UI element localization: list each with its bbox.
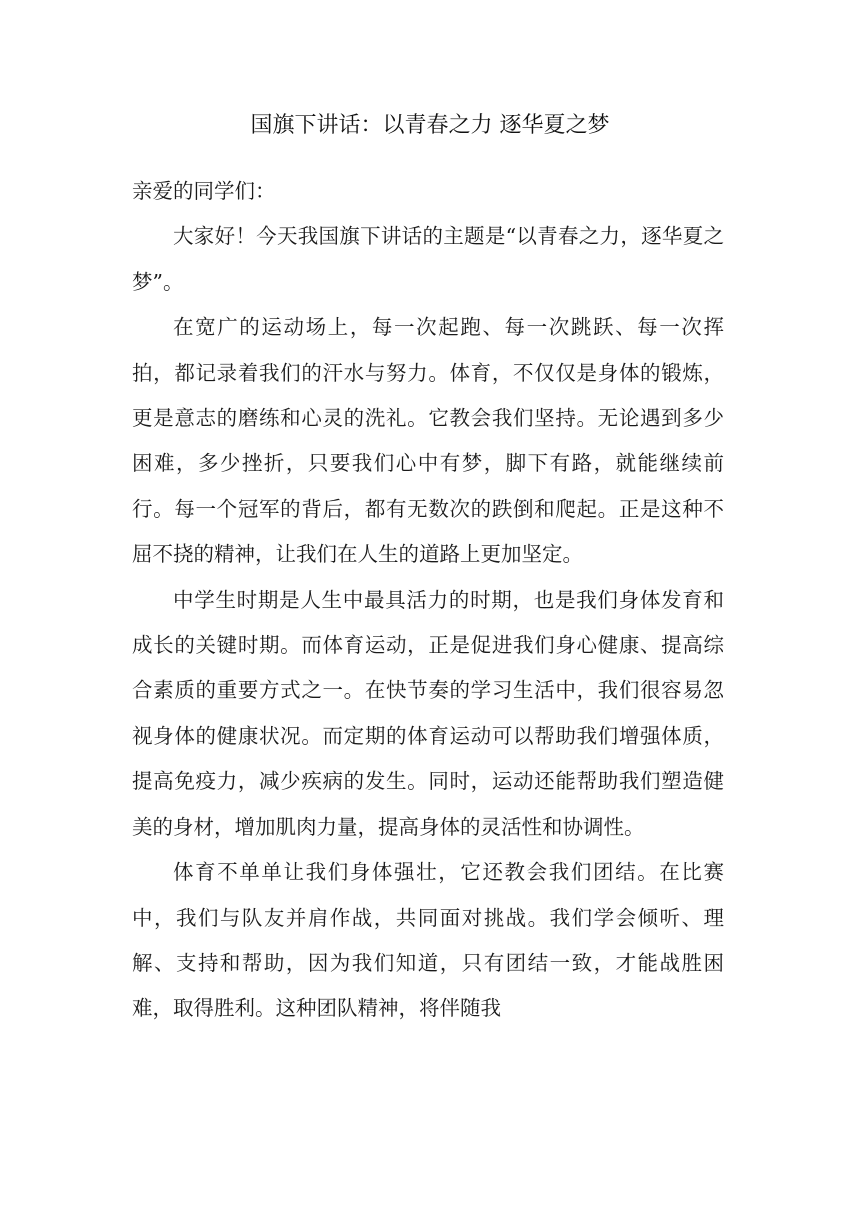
- paragraph-1: 大家好！今天我国旗下讲话的主题是“以青春之力，逐华夏之梦”。: [132, 224, 724, 294]
- document-body: [132, 169, 724, 1032]
- paragraph-2: 在宽广的运动场上，每一次起跑、每一次跳跃、每一次挥拍，都记录着我们的汗水与努力。体育，不仅仅是身体的锻炼，更是意志的磨练和心灵的洗礼。它教会我们坚持。无论遇到多少困难，多少挫折，只要我们心中有梦，脚下有路，就能继续前行。每一个冠军的背后，都有无数次的跌倒和爬起。正是这种不屈不挠的精神，让我们在人生的道路上更加坚定。: [132, 315, 724, 567]
- paragraph-3: 中学生时期是人生中最具活力的时期，也是我们身体发育和成长的关键时期。而体育运动，正是促进我们身心健康、提高综合素质的重要方式之一。在快节奏的学习生活中，我们很容易忽视身体的健康状况。而定期的体育运动可以帮助我们增强体质，提高免疫力，减少疾病的发生。同时，运动还能帮助我们塑造健美的身材，增加肌肉力量，提高身体的灵活性和协调性。: [132, 587, 724, 839]
- paragraph-4: 体育不单单让我们身体强壮，它还教会我们团结。在比赛中，我们与队友并肩作战，共同面对挑战。我们学会倾听、理解、支持和帮助，因为我们知道，只有团结一致，才能战胜困难，取得胜利。这种团队精神，将伴随我: [132, 860, 724, 1021]
- document-title: 国旗下讲话：以青春之力 逐华夏之梦: [250, 113, 610, 138]
- greeting: 亲爱的同学们：: [132, 179, 276, 203]
